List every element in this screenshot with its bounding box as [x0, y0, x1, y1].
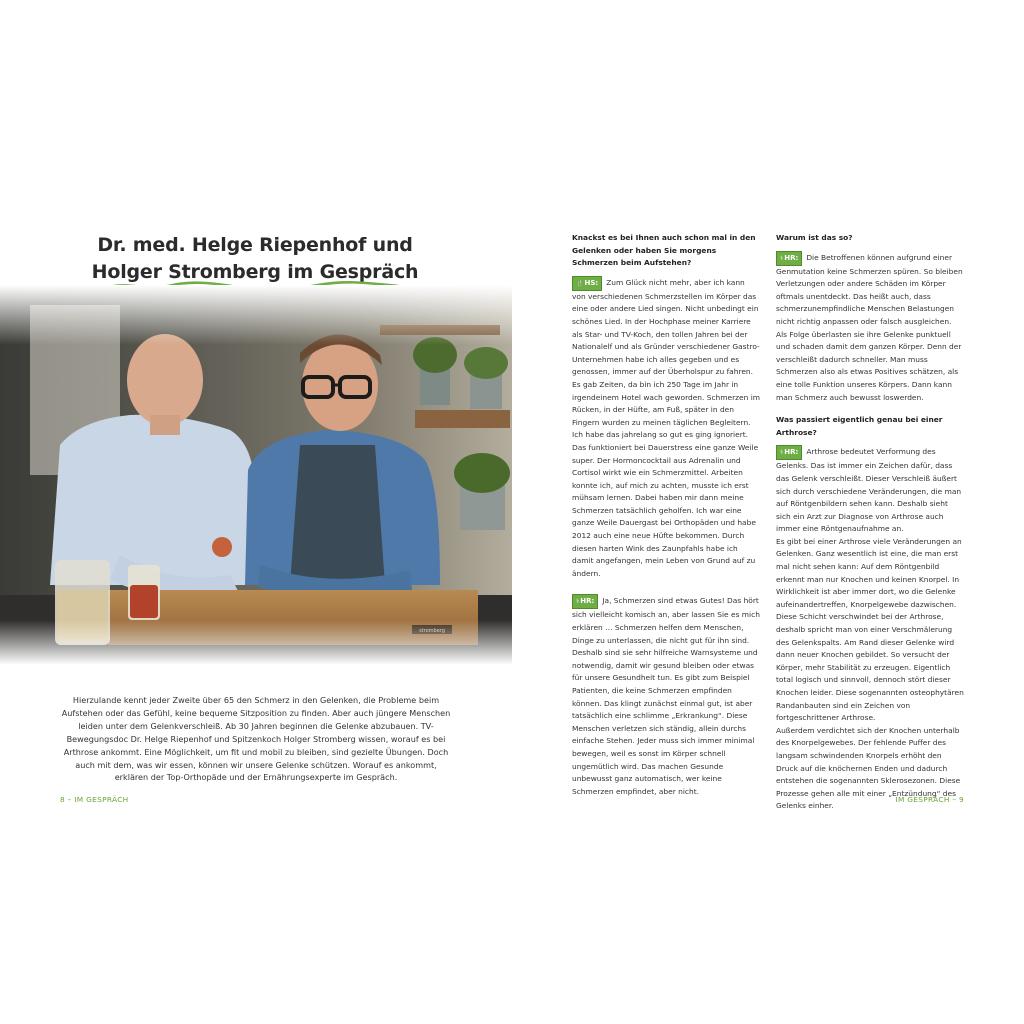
answer-arthrose-paragraph-2: Es gibt bei einer Arthrose viele Veränderungen an Gelenken. Ganz wesentlich ist eine, die man erst mal nicht sehen kann: Auf dem Röntgenbild erkennt man nur Knochen und keinen Knorpel. In Wirklichkeit ist aber immer dort, wo die Gelenke aufeinandertreffen, Knorpelgewebe dazwischen. Diese Schicht verschwindet bei der Arthrose, deshalb spricht man von einer Verschmälerung des Gelenkspalts. Am Rand dieser Gelenke wird dann neuer Knochen gebildet. So versucht der Körper, mehr Stabilität zu erzeugen. Eigentlich total logisch und sinnvoll, dennoch stört dieser Knochen leider. Diese sogenannten osteophytären Randanbauten sind ein Zeichen von fortgeschrittener Arthrose.	[776, 536, 964, 723]
speaker-badge-hs: 🍴HS:	[572, 276, 602, 291]
speaker-badge-hr: ⚕HR:	[776, 251, 802, 266]
title-line-2: Holger Stromberg im Gespräch	[91, 261, 419, 283]
question-arthrose: Was passiert eigentlich genau bei einer Arthrose?	[776, 415, 943, 437]
column-2	[776, 232, 964, 813]
answer-hr-text: Ja, Schmerzen sind etwas Gutes! Das hört sich vielleicht komisch an, aber lassen Sie es mich erklären … Schmerzen helfen dem Menschen, Dinge zu unterlassen, die nicht gut für ihn sind. Deshalb sind sie sehr hilfreiche Warnsysteme und notwendig, damit wir gesund bleiben oder etwas für unsere Gesundheit tun. Es gibt zum Beispiel Patienten, die keine Schmerzen empfinden können. Das klingt zunächst einmal gut, ist aber tatsächlich eine schlimme „Erkrankung“. Diese Menschen verletzen sich ständig, allein durchs einfache Stehen. Jeder muss sich immer minimal bewegen, weil es sonst im Körper schnell ungemütlich wird. Das machen Gesunde unbewusst ganz automatisch, wer keine Schmerzen empfindet, aber nicht.	[572, 596, 760, 796]
question-knackst: Knackst es bei Ihnen auch schon mal in den Gelenken oder haben Sie morgens Schmerzen beim Aufstehen?	[572, 233, 756, 268]
cutlery-icon: 🍴	[576, 279, 584, 287]
speaker-badge-hr: ⚕HR:	[776, 445, 802, 460]
question-warum: Warum ist das so?	[776, 233, 853, 242]
answer-arthrose-paragraph-3: Außerdem verdichtet sich der Knochen unterhalb des Knorpelgewebes. Der fehlende Puffer des langsam schwindenden Knorpels erhöht den Druck auf die knöchernen Enden und dadurch entstehen die sogenannten Sklerosezonen. Diese Prozesse gehen alle mit einer „Entzündung“ des Gelenks einher.	[776, 725, 961, 811]
answer-hs-text: Zum Glück nicht mehr, aber ich kann von verschiedenen Schmerzstellen im Körper das eine oder andere Lied singen. Nicht unbedingt ein schönes Lied. In der Hochphase meiner Karriere als Star- und TV-Koch, den tollen Jahren bei der Nationalelf und als Gründer verschiedener Gastro-Unternehmen habe ich alles gegeben und es genossen, immer auf der Überholspur zu fahren. Es gab Zeiten, da bin ich 250 Tage im Jahr in irgendeinem Hotel wach geworden. Schmerzen im Rücken, in der Hüfte, am Fuß, später in den Fingern wurden zu meinen täglichen Begleitern. Ich habe das jahrelang so gut es ging ignoriert.	[572, 277, 761, 440]
answer-arthrose-text: Arthrose bedeutet Verformung des Gelenks. Das ist immer ein Zeichen dafür, dass das Gelenk verschleißt. Dieser Verschleiß äußert sich durch verschiedene Veränderungen, die man auf Röntgenbildern sehen kann. Deshalb sieht sich ein Arzt zur Diagnose von Arthrose auch immer eine Röntgenaufnahme an.	[776, 447, 962, 534]
answer-warum	[776, 251, 964, 405]
title-line-1: Dr. med. Helge Riepenhof und	[97, 234, 413, 256]
stethoscope-icon: ⚕	[576, 598, 580, 606]
answer-warum-text: Die Betroffenen können aufgrund einer Genmutation keine Schmerzen spüren. So bleiben Verletzungen oder andere Schäden im Körper oftmals unentdeckt. Das heißt auch, dass schmerzunempfindliche Menschen Belastungen nicht richtig anpassen oder falsch ausgleichen. Als Folge überlasten sie ihre Gelenke punktuell und schaden damit dem ganzen Körper. Denn der verschleißt dadurch schneller. Man muss Schmerzen also als etwas Positives schätzen, als eine tolle Funktion unseres Körpers. Dann kann man Schmerz auch bewusst loswerden.	[776, 252, 963, 402]
page-folio-right: IM GESPRÄCH – 9	[895, 795, 964, 804]
interview-photo	[0, 285, 512, 665]
stethoscope-icon: ⚕	[780, 449, 784, 457]
answer-hs	[572, 276, 760, 442]
stethoscope-icon: ⚕	[780, 254, 784, 262]
answer-hs-paragraph-2: Das funktioniert bei Dauerstress eine ganze Weile super. Der Hormoncocktail aus Adrenalin und Cortisol wirkt wie ein Schmerzmittel. Arbeiten konnte ich, auf mich zu achten, musste ich erst mühsam lernen. Dabei haben mir dann meine Schmerzen tatsächlich geholfen. Ich war eine ganze Weile Dauergast bei Orthopäden und habe 2012 auch eine neue Hüfte bekommen. Durch diesen harten Wink des Zaunpfahls habe ich damit angefangen, mein Leben von Grund auf zu ändern.	[572, 442, 759, 578]
speaker-badge-hr: ⚕HR:	[572, 594, 598, 609]
answer-arthrose	[776, 445, 964, 536]
column-1	[572, 232, 760, 798]
answer-hr	[572, 594, 760, 798]
page-folio-left: 8 – IM GESPRÄCH	[60, 795, 129, 804]
page-title	[60, 232, 450, 286]
intro-text: Hierzulande kennt jeder Zweite über 65 den Schmerz in den Gelenken, die Probleme beim Aufstehen oder das Gefühl, keine bequeme Sitzposition zu finden. Aber auch jüngere Menschen leiden unter dem Gelenkverschleiß. Ab 30 Jahren beginnen die Gelenke abzubauen. TV-Bewegungsdoc Dr. Helge Riepenhof und Spitzenkoch Holger Stromberg wissen, worauf es bei Arthrose ankommt. Eine Möglichkeit, um fit und mobil zu bleiben, sind gezielte Übungen. Doch auch mit dem, was wir essen, können wir unsere Gelenke schützen. Worauf es ankommt, erklären der Top-Orthopäde und der Ernährungsexperte im Gespräch.	[61, 695, 451, 783]
right-page	[512, 0, 1024, 1024]
